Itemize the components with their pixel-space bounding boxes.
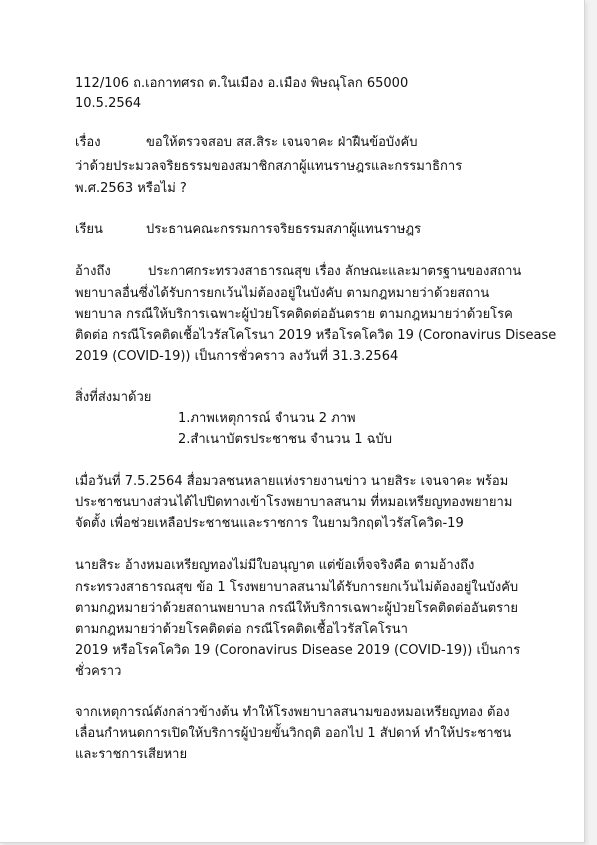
paragraph-1-line-3: จัดตั้ง เพื่อช่วยเหลือประชาชนและราชการ ในยามวิกฤตไวรัสโควิด-19 bbox=[75, 516, 464, 531]
subject-line-1 bbox=[75, 133, 417, 152]
paragraph-2-line-6: ชั่วคราว bbox=[75, 664, 122, 679]
recipient-label: เรียน bbox=[75, 222, 103, 237]
subject-label: เรื่อง bbox=[75, 135, 101, 150]
subject-text-1: ขอให้ตรวจสอบ สส.สิระ เจนจาคะ ฝ่าฝืนข้อบังคับ bbox=[146, 135, 418, 150]
paragraph-3-line-2: เลื่อนกำหนดการเปิดให้บริการผู้ป่วยขั้นวิกฤติ ออกไป 1 สัปดาห์ ทำให้ประชาชน bbox=[75, 726, 512, 741]
paragraph-1-line-2: ประชาชนบางส่วนได้ไปปิดทางเข้าโรงพยาบาลสนาม ที่หมอเหรียญทองพยายาม bbox=[75, 495, 513, 510]
letter-date: 10.5.2564 bbox=[75, 96, 142, 111]
paragraph-2-line-1: นายสิระ อ้างหมอเหรียญทองไม่มีใบอนุญาต แต่ข้อเท็จจริงคือ ตามอ้างถึง bbox=[75, 558, 475, 573]
reference-line-5: 2019 (COVID-19)) เป็นการชั่วคราว ลงวันที่ 31.3.2564 bbox=[75, 349, 399, 364]
reference-label: อ้างถึง bbox=[75, 264, 111, 279]
reference-line-3: พยาบาล กรณีให้บริการเฉพาะผู้ป่วยโรคติดต่ออันตราย ตามกฎหมายว่าด้วยโรค bbox=[75, 307, 513, 322]
enclosure-item-2: 2.สำเนาบัตรประชาชน จำนวน 1 ฉบับ bbox=[178, 432, 393, 447]
paragraph-3-line-3: และราชการเสียหาย bbox=[75, 747, 188, 762]
reference-line-2: พยาบาลอื่นซึ่งได้รับการยกเว้นไม่ต้องอยู่ในบังคับ ตามกฎหมายว่าด้วยสถาน bbox=[75, 286, 490, 301]
enclosures-label: สิ่งที่ส่งมาด้วย bbox=[75, 390, 152, 405]
reference-text-1: ประกาศกระทรวงสาธารณสุข เรื่อง ลักษณะและมาตรฐานของสถาน bbox=[148, 264, 522, 279]
subject-line-2: ว่าด้วยประมวลจริยธรรมของสมาชิกสภาผู้แทนราษฎรและกรรมาธิการ bbox=[75, 159, 463, 174]
reference-line-1 bbox=[75, 262, 521, 281]
sender-address: 112/106 ถ.เอกาทศรถ ต.ในเมือง อ.เมือง พิษณุโลก 65000 bbox=[75, 76, 409, 91]
paragraph-2-line-4: ตามกฎหมายว่าด้วยโรคติดต่อ กรณีโรคติดเชื้อไวรัสโคโรนา bbox=[75, 622, 408, 637]
enclosure-item-1: 1.ภาพเหตุการณ์ จำนวน 2 ภาพ bbox=[178, 411, 356, 426]
recipient-line bbox=[75, 220, 421, 239]
reference-line-4: ติดต่อ กรณีโรคติดเชื้อไวรัสโคโรนา 2019 หรือโรคโควิด 19 (Coronavirus Disease bbox=[75, 328, 557, 343]
paragraph-3-line-1: จากเหตุการณ์ดังกล่าวข้างต้น ทำให้โรงพยาบาลสนามของหมอเหรียญทอง ต้อง bbox=[75, 705, 510, 720]
paragraph-2-line-5: 2019 หรือโรคโควิด 19 (Coronavirus Disease 2019 (COVID-19)) เป็นการ bbox=[75, 643, 521, 658]
paragraph-1-line-1: เมื่อวันที่ 7.5.2564 สื่อมวลชนหลายแห่งรายงานข่าว นายสิระ เจนจาคะ พร้อม bbox=[75, 474, 509, 489]
paragraph-2-line-3: ตามกฎหมายว่าด้วยสถานพยาบาล กรณีให้บริการเฉพาะผู้ป่วยโรคติดต่ออันตราย bbox=[75, 601, 519, 616]
paragraph-2-line-2: กระทรวงสาธารณสุข ข้อ 1 โรงพยาบาลสนามได้รับการยกเว้นไม่ต้องอยู่ในบังคับ bbox=[75, 580, 519, 595]
recipient-value: ประธานคณะกรรมการจริยธรรมสภาผู้แทนราษฎร bbox=[146, 222, 422, 237]
subject-line-3: พ.ศ.2563 หรือไม่ ? bbox=[75, 181, 187, 196]
